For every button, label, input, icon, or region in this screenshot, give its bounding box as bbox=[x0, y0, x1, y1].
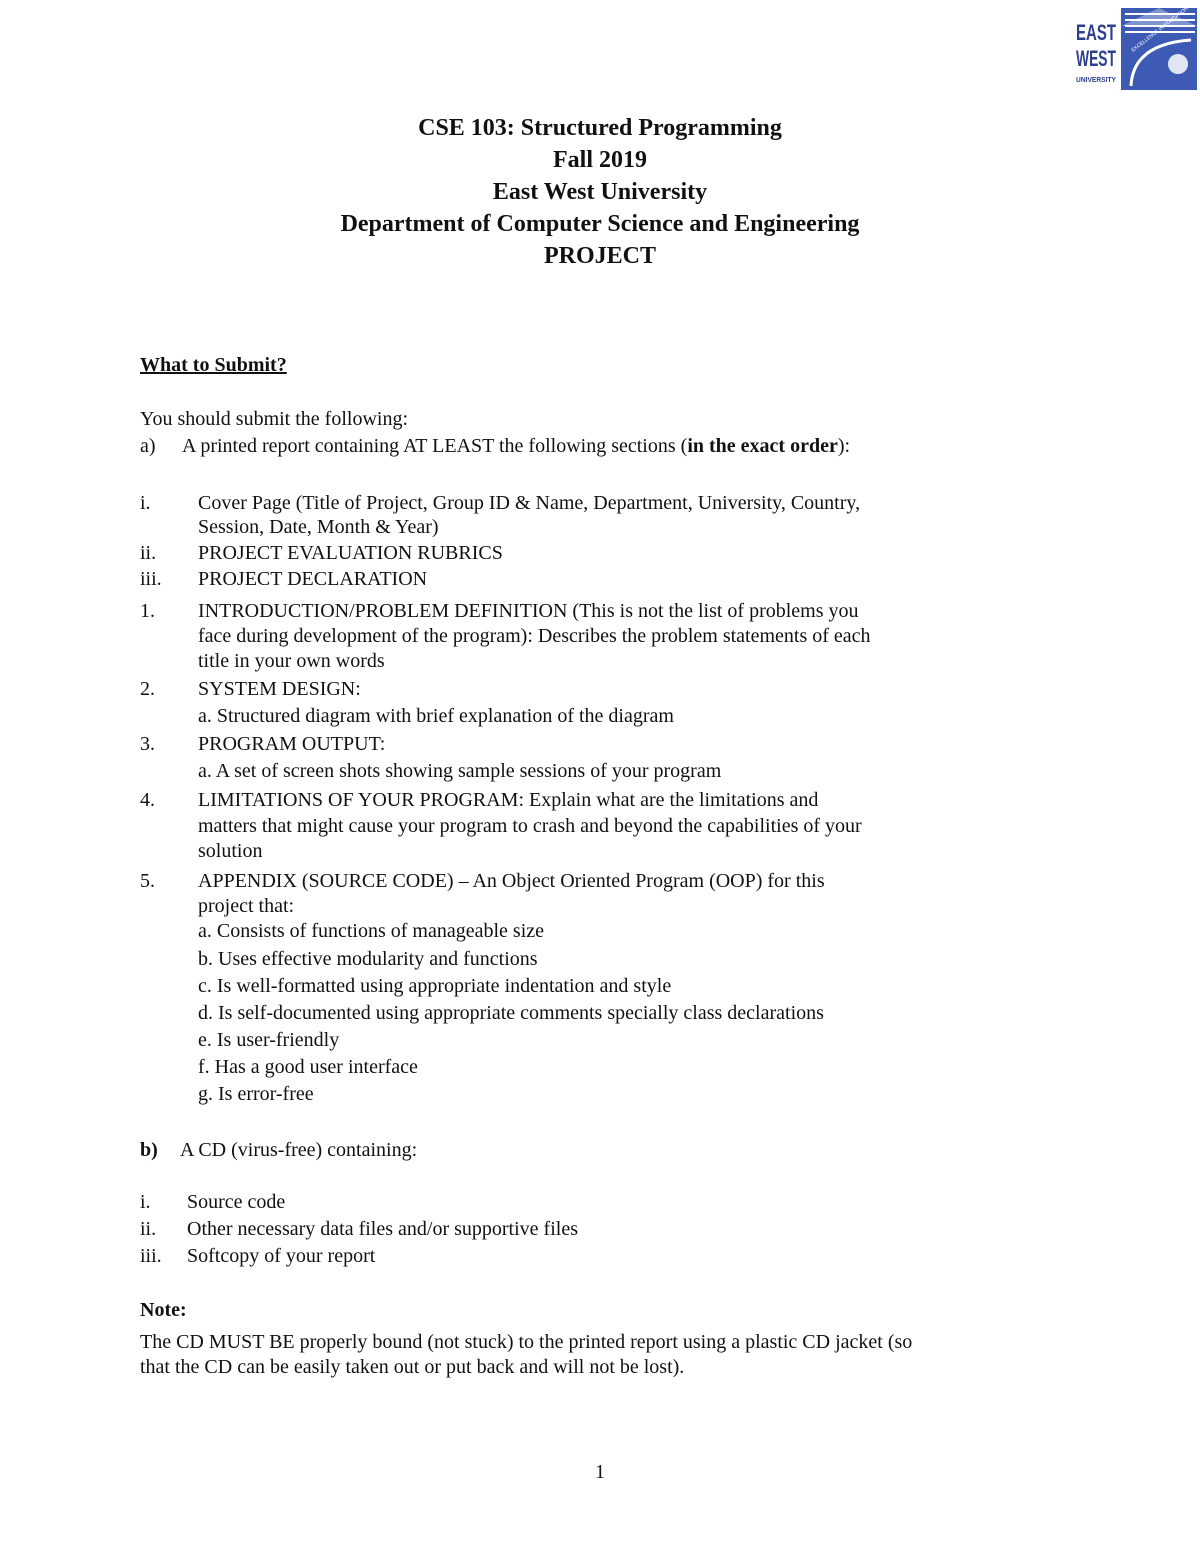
appendix-subitem: b. Uses effective modularity and functions bbox=[198, 948, 538, 970]
roman-item-line: PROJECT DECLARATION bbox=[198, 568, 428, 590]
cd-item-num: iii. bbox=[140, 1245, 162, 1267]
part-b-label: b) bbox=[140, 1139, 158, 1161]
numbered-item-line: project that: bbox=[198, 895, 295, 917]
numbered-item-num: 3. bbox=[140, 733, 155, 755]
intro-text: You should submit the following: bbox=[140, 408, 408, 430]
roman-item-line: PROJECT EVALUATION RUBRICS bbox=[198, 542, 503, 564]
cd-item-num: i. bbox=[140, 1191, 151, 1213]
numbered-item-line: title in your own words bbox=[198, 650, 385, 672]
department-name: Department of Computer Science and Engineering bbox=[340, 211, 860, 237]
numbered-item-line: SYSTEM DESIGN: bbox=[198, 678, 361, 700]
numbered-item-num: 2. bbox=[140, 678, 155, 700]
part-a-text-bold: in the exact order bbox=[687, 435, 838, 457]
appendix-subitem: a. Consists of functions of manageable size bbox=[198, 920, 545, 942]
university-name: East West University bbox=[492, 179, 708, 205]
roman-item-num: ii. bbox=[140, 542, 157, 564]
section-title: What to Submit? bbox=[140, 354, 287, 376]
note-line: The CD MUST BE properly bound (not stuck) to the printed report using a plastic CD jacket (so bbox=[140, 1331, 913, 1353]
numbered-item-line: APPENDIX (SOURCE CODE) – An Object Oriented Program (OOP) for this bbox=[198, 870, 825, 892]
university-logo bbox=[1073, 6, 1200, 92]
logo-text-west: WEST bbox=[1076, 46, 1117, 71]
roman-item-num: iii. bbox=[140, 568, 162, 590]
numbered-item-num: 5. bbox=[140, 870, 155, 892]
cd-item-text: Source code bbox=[187, 1191, 286, 1213]
numbered-item-line: a. A set of screen shots showing sample sessions of your program bbox=[198, 760, 722, 782]
document-header bbox=[0, 112, 1200, 272]
numbered-item-line: INTRODUCTION/PROBLEM DEFINITION (This is not the list of problems you bbox=[198, 600, 859, 622]
numbered-item-num: 1. bbox=[140, 600, 155, 622]
logo-arc-text: EXCELLENCE IN EDUCATION bbox=[1130, 6, 1190, 54]
cd-item-num: ii. bbox=[140, 1218, 157, 1240]
appendix-subitem: d. Is self-documented using appropriate comments specially class declarations bbox=[198, 1002, 824, 1024]
page-number: 1 bbox=[595, 1461, 605, 1483]
appendix-subitem: e. Is user-friendly bbox=[198, 1029, 340, 1051]
cd-item-text: Other necessary data files and/or supportive files bbox=[187, 1218, 578, 1240]
part-b-text: A CD (virus-free) containing: bbox=[180, 1139, 418, 1161]
roman-item-num: i. bbox=[140, 492, 151, 514]
numbered-item-line: matters that might cause your program to crash and beyond the capabilities of your bbox=[198, 815, 862, 837]
part-a-label: a) bbox=[140, 435, 156, 457]
term: Fall 2019 bbox=[553, 147, 647, 173]
numbered-item-line: PROGRAM OUTPUT: bbox=[198, 733, 386, 755]
numbered-item-line: a. Structured diagram with brief explanation of the diagram bbox=[198, 705, 674, 727]
roman-item-line: Cover Page (Title of Project, Group ID & Name, Department, University, Country, bbox=[198, 492, 861, 514]
numbered-item-line: LIMITATIONS OF YOUR PROGRAM: Explain what are the limitations and bbox=[198, 789, 819, 811]
logo-emblem-sun bbox=[1168, 54, 1188, 74]
logo-text-university: UNIVERSITY bbox=[1076, 77, 1117, 84]
note-line: that the CD can be easily taken out or put back and will not be lost). bbox=[140, 1356, 685, 1378]
document-type: PROJECT bbox=[543, 243, 656, 269]
numbered-item-num: 4. bbox=[140, 789, 155, 811]
logo-text-east: EAST bbox=[1076, 20, 1117, 45]
part-a-text-after: ): bbox=[837, 435, 851, 457]
numbered-item-line: face during development of the program): Describes the problem statements of each bbox=[198, 625, 871, 647]
part-a-text-before: A printed report containing AT LEAST the following sections ( bbox=[182, 435, 688, 457]
course-title: CSE 103: Structured Programming bbox=[418, 115, 782, 141]
appendix-subitem: c. Is well-formatted using appropriate indentation and style bbox=[198, 975, 672, 997]
part-a-text bbox=[182, 433, 850, 459]
note-title: Note: bbox=[140, 1299, 187, 1321]
roman-item-line: Session, Date, Month & Year) bbox=[198, 516, 439, 538]
appendix-subitem: g. Is error-free bbox=[198, 1083, 314, 1105]
numbered-item-line: solution bbox=[198, 840, 263, 862]
cd-item-text: Softcopy of your report bbox=[187, 1245, 376, 1267]
appendix-subitem: f. Has a good user interface bbox=[198, 1056, 418, 1078]
